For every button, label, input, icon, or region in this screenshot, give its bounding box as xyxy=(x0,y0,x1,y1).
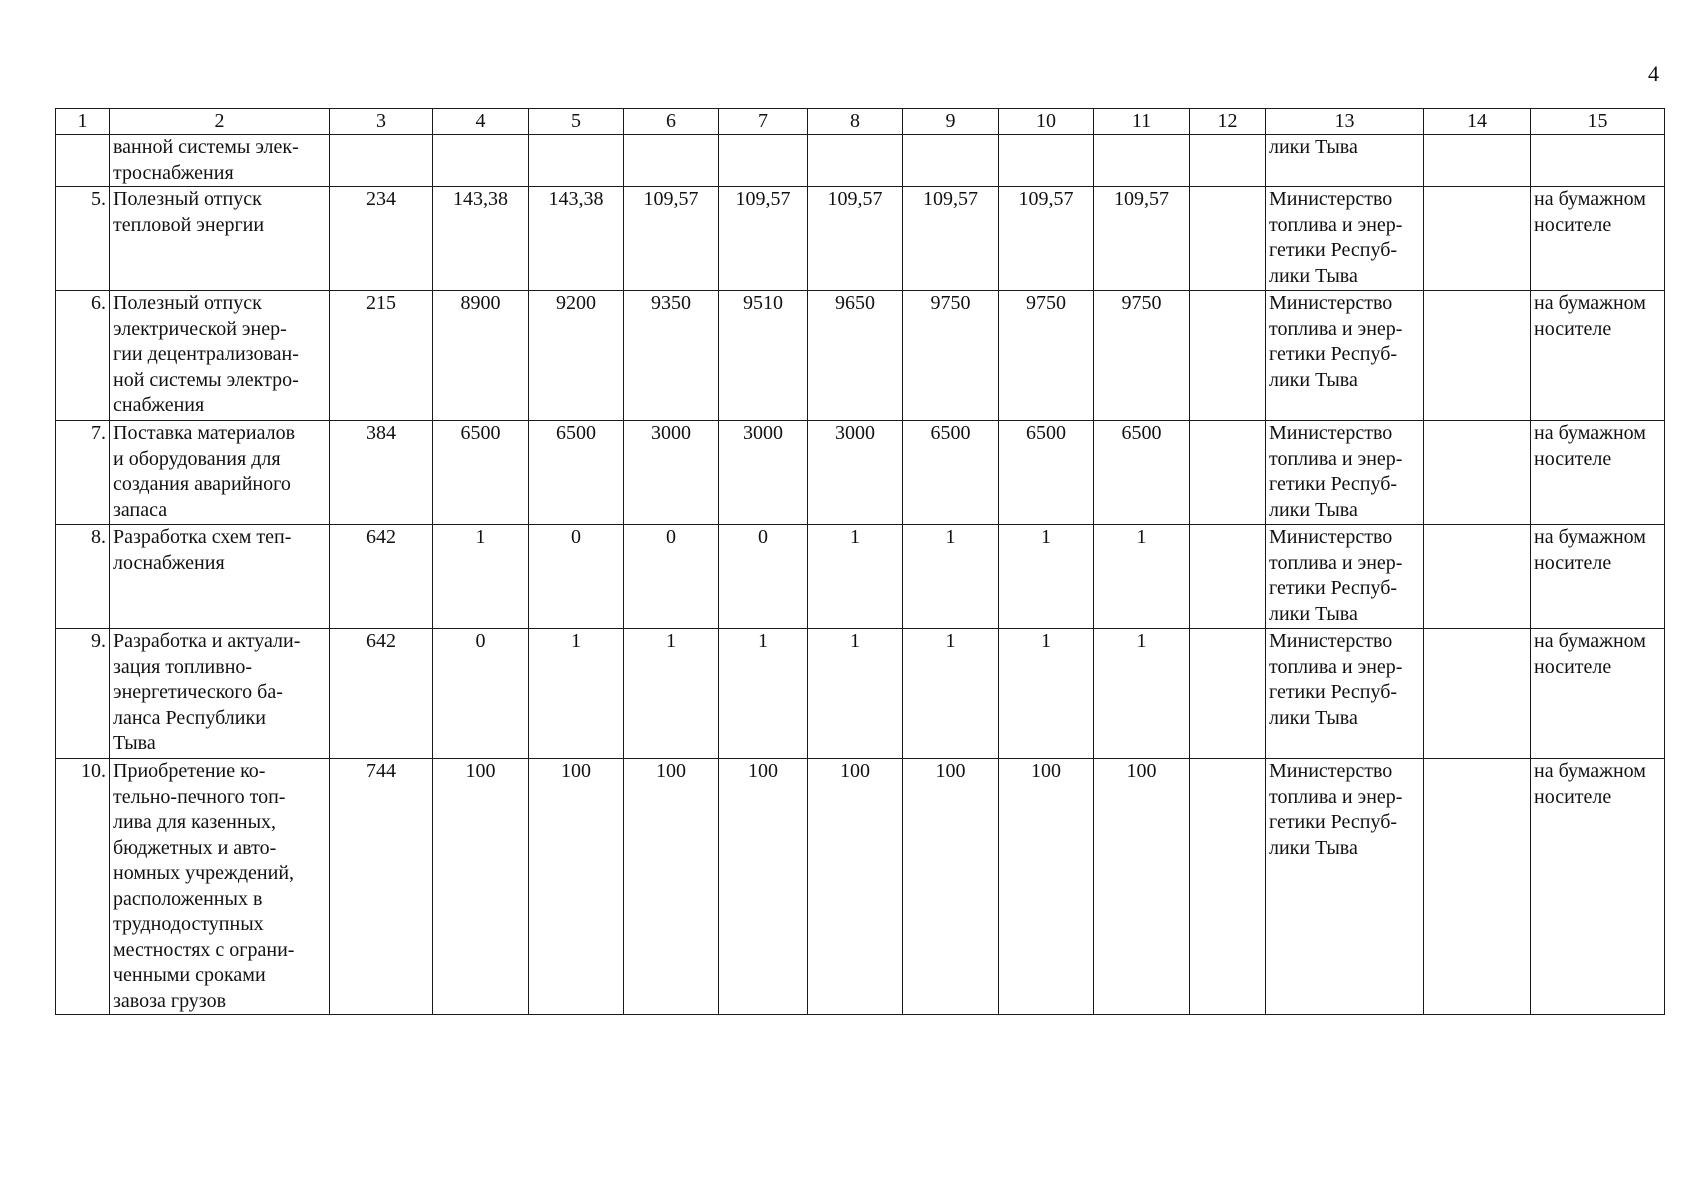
value-cell: 100 xyxy=(903,759,999,1015)
row-number-cell: 8. xyxy=(56,525,110,629)
value-cell: 100 xyxy=(529,759,624,1015)
value-cell: 1 xyxy=(719,629,808,759)
value-cell: 100 xyxy=(1094,759,1190,1015)
indicator-name-cell: Полезный отпуск тепловой энергии xyxy=(110,187,330,291)
column-number: 1 xyxy=(56,109,110,135)
column-number: 2 xyxy=(110,109,330,135)
column-number: 8 xyxy=(808,109,903,135)
column-12-cell xyxy=(1190,759,1266,1015)
value-cell: 9650 xyxy=(808,291,903,421)
report-form-cell: на бумажном носителе xyxy=(1531,629,1665,759)
column-12-cell xyxy=(1190,421,1266,525)
row-number-cell: 6. xyxy=(56,291,110,421)
column-14-cell xyxy=(1424,135,1531,187)
value-cell: 109,57 xyxy=(624,187,719,291)
value-cell: 1 xyxy=(1094,525,1190,629)
value-cell: 109,57 xyxy=(903,187,999,291)
value-cell: 1 xyxy=(433,525,529,629)
row-number-cell: 10. xyxy=(56,759,110,1015)
row-number-cell: 7. xyxy=(56,421,110,525)
value-cell: 0 xyxy=(529,525,624,629)
column-number: 12 xyxy=(1190,109,1266,135)
value-cell: 0 xyxy=(624,525,719,629)
column-14-cell xyxy=(1424,759,1531,1015)
value-cell: 1 xyxy=(999,525,1094,629)
indicator-name-cell: Приобретение ко- тельно-печного топ- лива для казенных, бюджетных и авто- номных учреждений, расположенных в труднодоступных местностях с ограни- ченными сроками завоза грузов xyxy=(110,759,330,1015)
value-cell xyxy=(1094,135,1190,187)
unit-code-cell: 215 xyxy=(330,291,433,421)
value-cell: 100 xyxy=(808,759,903,1015)
unit-code-cell: 384 xyxy=(330,421,433,525)
column-12-cell xyxy=(1190,629,1266,759)
value-cell: 1 xyxy=(808,525,903,629)
responsible-ministry-cell: Министерство топлива и энер- гетики Респуб- лики Тыва xyxy=(1266,759,1424,1015)
indicators-table xyxy=(55,108,1665,1015)
column-12-cell xyxy=(1190,135,1266,187)
value-cell: 6500 xyxy=(903,421,999,525)
value-cell: 6500 xyxy=(1094,421,1190,525)
responsible-ministry-cell: Министерство топлива и энер- гетики Респуб- лики Тыва xyxy=(1266,525,1424,629)
report-form-cell: на бумажном носителе xyxy=(1531,187,1665,291)
unit-code-cell: 744 xyxy=(330,759,433,1015)
indicator-name-cell: Поставка материалов и оборудования для создания аварийного запаса xyxy=(110,421,330,525)
unit-code-cell: 642 xyxy=(330,629,433,759)
column-14-cell xyxy=(1424,525,1531,629)
value-cell: 1 xyxy=(903,525,999,629)
table-row xyxy=(56,421,1665,525)
column-number: 7 xyxy=(719,109,808,135)
value-cell: 6500 xyxy=(999,421,1094,525)
responsible-ministry-cell: лики Тыва xyxy=(1266,135,1424,187)
value-cell: 109,57 xyxy=(999,187,1094,291)
row-number-cell xyxy=(56,135,110,187)
column-number: 10 xyxy=(999,109,1094,135)
value-cell: 143,38 xyxy=(433,187,529,291)
value-cell: 6500 xyxy=(529,421,624,525)
value-cell: 3000 xyxy=(624,421,719,525)
column-number: 5 xyxy=(529,109,624,135)
column-number: 14 xyxy=(1424,109,1531,135)
report-form-cell: на бумажном носителе xyxy=(1531,291,1665,421)
row-number-cell: 5. xyxy=(56,187,110,291)
value-cell: 0 xyxy=(719,525,808,629)
column-number: 9 xyxy=(903,109,999,135)
value-cell: 9750 xyxy=(999,291,1094,421)
indicator-name-cell: Разработка схем теп- лоснабжения xyxy=(110,525,330,629)
table-row xyxy=(56,291,1665,421)
report-form-cell xyxy=(1531,135,1665,187)
value-cell: 109,57 xyxy=(1094,187,1190,291)
report-form-cell: на бумажном носителе xyxy=(1531,421,1665,525)
table-row xyxy=(56,187,1665,291)
value-cell: 0 xyxy=(433,629,529,759)
value-cell: 1 xyxy=(529,629,624,759)
column-14-cell xyxy=(1424,291,1531,421)
table-row xyxy=(56,525,1665,629)
value-cell: 109,57 xyxy=(719,187,808,291)
value-cell xyxy=(999,135,1094,187)
value-cell: 9200 xyxy=(529,291,624,421)
responsible-ministry-cell: Министерство топлива и энер- гетики Респуб- лики Тыва xyxy=(1266,291,1424,421)
column-14-cell xyxy=(1424,629,1531,759)
value-cell: 1 xyxy=(624,629,719,759)
unit-code-cell: 642 xyxy=(330,525,433,629)
column-12-cell xyxy=(1190,291,1266,421)
column-number: 3 xyxy=(330,109,433,135)
report-form-cell: на бумажном носителе xyxy=(1531,759,1665,1015)
responsible-ministry-cell: Министерство топлива и энер- гетики Респуб- лики Тыва xyxy=(1266,629,1424,759)
unit-code-cell xyxy=(330,135,433,187)
column-number: 15 xyxy=(1531,109,1665,135)
value-cell: 6500 xyxy=(433,421,529,525)
table-header-row xyxy=(56,109,1665,135)
value-cell: 1 xyxy=(903,629,999,759)
table-row xyxy=(56,629,1665,759)
column-number: 13 xyxy=(1266,109,1424,135)
column-14-cell xyxy=(1424,421,1531,525)
value-cell xyxy=(624,135,719,187)
responsible-ministry-cell: Министерство топлива и энер- гетики Респуб- лики Тыва xyxy=(1266,187,1424,291)
value-cell: 143,38 xyxy=(529,187,624,291)
responsible-ministry-cell: Министерство топлива и энер- гетики Респуб- лики Тыва xyxy=(1266,421,1424,525)
row-number-cell: 9. xyxy=(56,629,110,759)
value-cell xyxy=(808,135,903,187)
value-cell: 1 xyxy=(808,629,903,759)
value-cell: 9510 xyxy=(719,291,808,421)
value-cell: 100 xyxy=(433,759,529,1015)
value-cell: 1 xyxy=(999,629,1094,759)
column-number: 6 xyxy=(624,109,719,135)
value-cell: 9350 xyxy=(624,291,719,421)
column-12-cell xyxy=(1190,525,1266,629)
value-cell xyxy=(433,135,529,187)
table-row xyxy=(56,135,1665,187)
unit-code-cell: 234 xyxy=(330,187,433,291)
value-cell: 8900 xyxy=(433,291,529,421)
value-cell: 3000 xyxy=(719,421,808,525)
value-cell: 100 xyxy=(999,759,1094,1015)
value-cell xyxy=(719,135,808,187)
value-cell: 1 xyxy=(1094,629,1190,759)
column-12-cell xyxy=(1190,187,1266,291)
column-number: 4 xyxy=(433,109,529,135)
indicator-name-cell: Разработка и актуали- зация топливно- энергетического ба- ланса Республики Тыва xyxy=(110,629,330,759)
column-14-cell xyxy=(1424,187,1531,291)
column-number: 11 xyxy=(1094,109,1190,135)
value-cell: 100 xyxy=(719,759,808,1015)
report-form-cell: на бумажном носителе xyxy=(1531,525,1665,629)
page-number: 4 xyxy=(1648,61,1659,86)
table-row xyxy=(56,759,1665,1015)
indicator-name-cell: Полезный отпуск электрической энер- гии децентрализован- ной системы электро- снабжения xyxy=(110,291,330,421)
value-cell xyxy=(529,135,624,187)
value-cell: 3000 xyxy=(808,421,903,525)
value-cell: 109,57 xyxy=(808,187,903,291)
indicator-name-cell: ванной системы элек- троснабжения xyxy=(110,135,330,187)
value-cell: 9750 xyxy=(1094,291,1190,421)
value-cell: 9750 xyxy=(903,291,999,421)
value-cell: 100 xyxy=(624,759,719,1015)
value-cell xyxy=(903,135,999,187)
